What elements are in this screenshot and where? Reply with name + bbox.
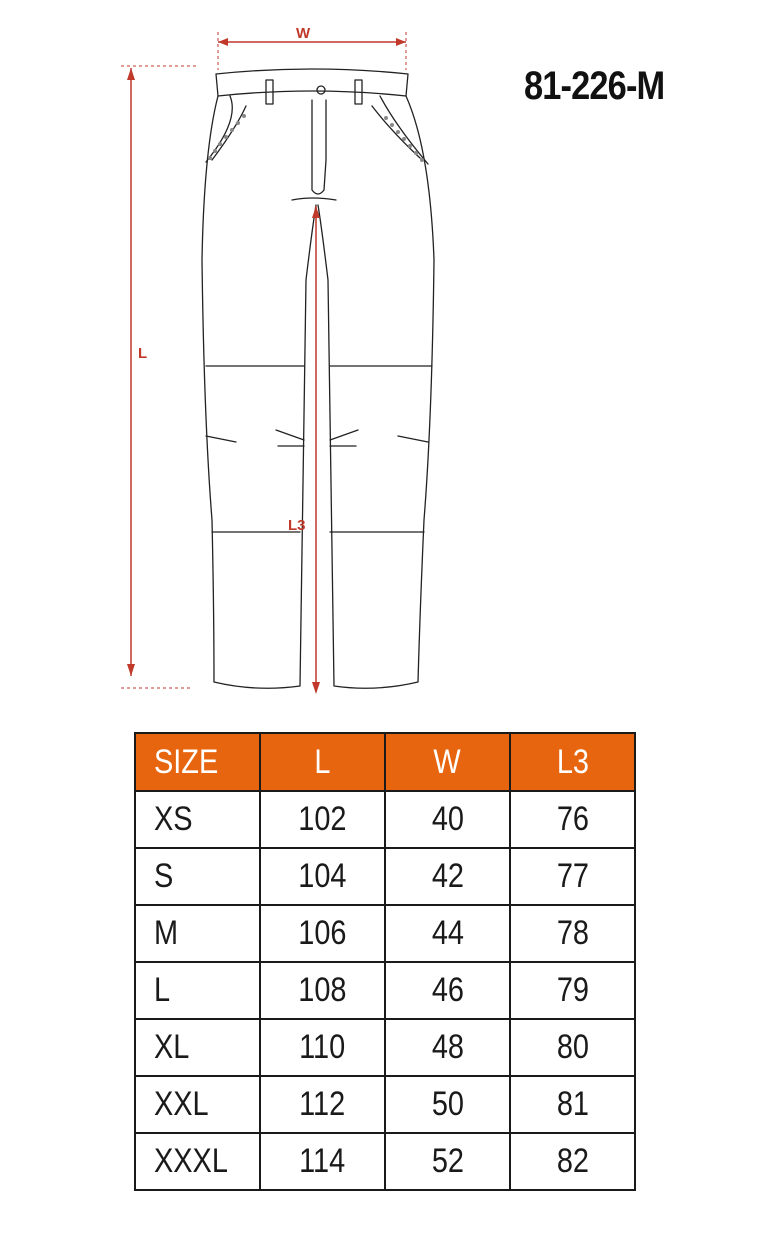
length-cell: 110 — [260, 1019, 385, 1076]
inseam-cell: 76 — [510, 791, 635, 848]
inseam-cell: 80 — [510, 1019, 635, 1076]
product-code: 81-226-M — [524, 64, 665, 108]
waist-button — [317, 86, 325, 94]
table-row — [135, 1076, 635, 1133]
inseam-label: L3 — [288, 517, 306, 534]
size-cell: XL — [135, 1019, 260, 1076]
left-leg-outline — [202, 96, 316, 688]
width-cell: 52 — [385, 1133, 510, 1190]
inseam-cell: 77 — [510, 848, 635, 905]
inseam-cell: 82 — [510, 1133, 635, 1190]
pocket-left — [206, 96, 232, 162]
waistband — [216, 69, 408, 96]
header-width: W — [385, 733, 510, 791]
table-row — [135, 848, 635, 905]
width-cell: 44 — [385, 905, 510, 962]
width-cell: 48 — [385, 1019, 510, 1076]
inseam-cell: 78 — [510, 905, 635, 962]
header-length: L — [260, 733, 385, 791]
table-row — [135, 1019, 635, 1076]
size-cell: M — [135, 905, 260, 962]
width-cell: 46 — [385, 962, 510, 1019]
table-header-row — [135, 733, 635, 791]
header-inseam: L3 — [510, 733, 635, 791]
table-row — [135, 905, 635, 962]
width-label: W — [296, 25, 311, 42]
fly-seam — [312, 100, 326, 194]
size-cell: XS — [135, 791, 260, 848]
length-cell: 102 — [260, 791, 385, 848]
length-cell: 106 — [260, 905, 385, 962]
inseam-cell: 81 — [510, 1076, 635, 1133]
header-size: SIZE — [135, 733, 260, 791]
size-table — [134, 732, 636, 1191]
size-cell: L — [135, 962, 260, 1019]
length-cell: 108 — [260, 962, 385, 1019]
size-cell: S — [135, 848, 260, 905]
length-cell: 114 — [260, 1133, 385, 1190]
table-row — [135, 791, 635, 848]
width-cell: 40 — [385, 791, 510, 848]
table-row — [135, 962, 635, 1019]
width-cell: 42 — [385, 848, 510, 905]
width-cell: 50 — [385, 1076, 510, 1133]
length-cell: 112 — [260, 1076, 385, 1133]
length-label: L — [138, 345, 148, 362]
table-row — [135, 1133, 635, 1190]
size-cell: XXXL — [135, 1133, 260, 1190]
length-cell: 104 — [260, 848, 385, 905]
inseam-cell: 79 — [510, 962, 635, 1019]
pocket-right — [380, 96, 428, 164]
size-cell: XXL — [135, 1076, 260, 1133]
right-leg-outline — [318, 96, 434, 688]
